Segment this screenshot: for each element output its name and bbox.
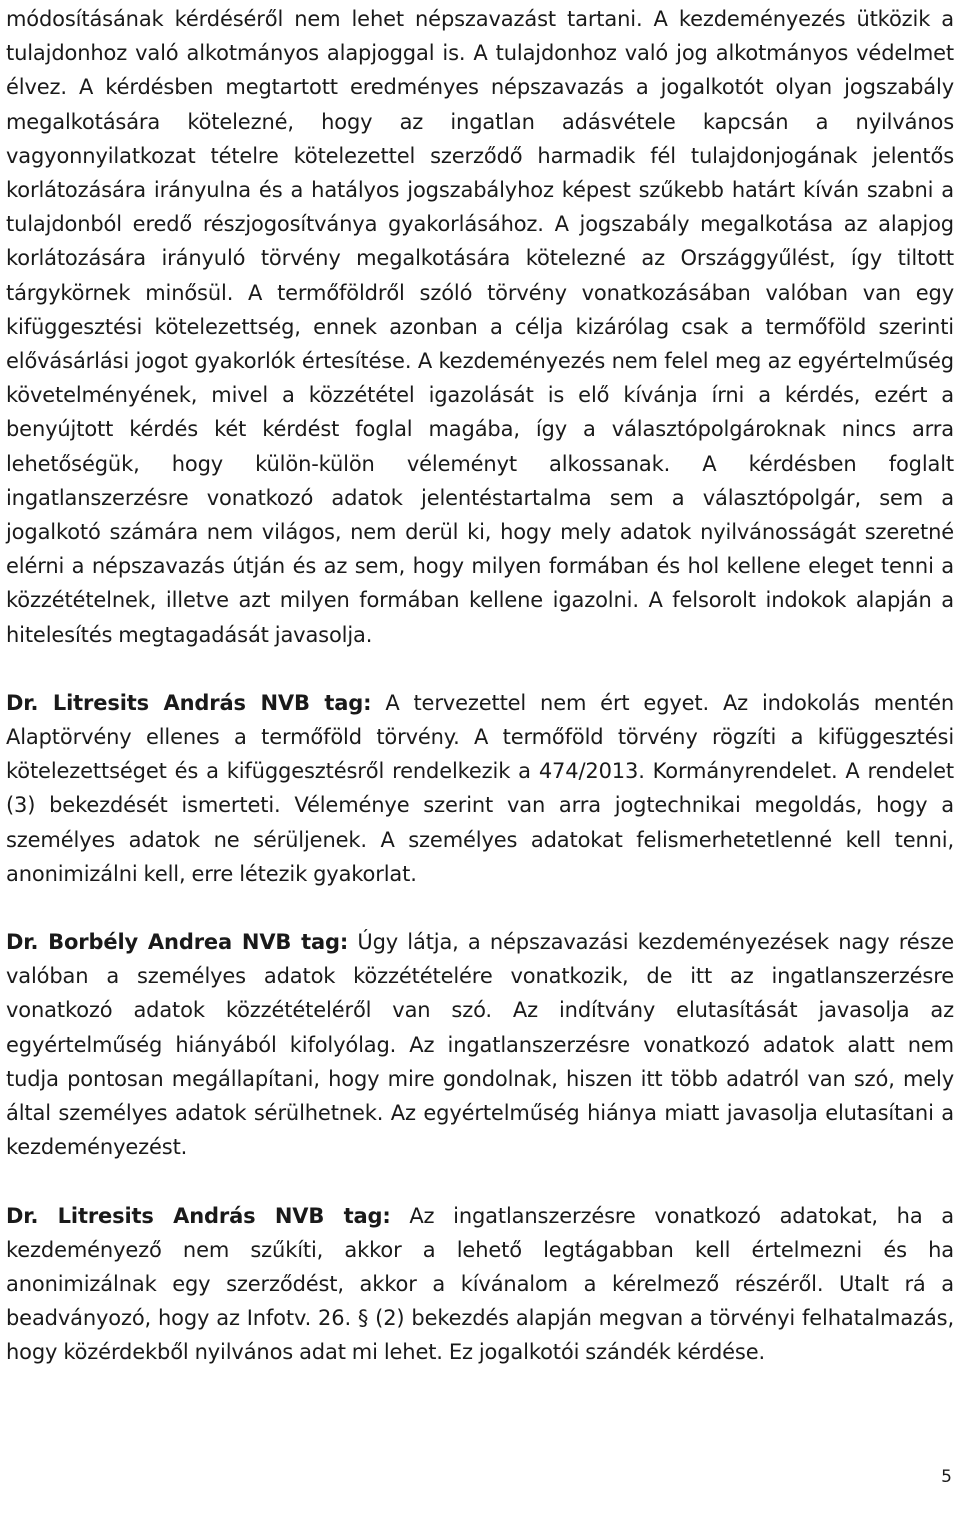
paragraph-1 [6, 2, 954, 652]
page-number: 5 [941, 1467, 952, 1487]
paragraph-4 [6, 1199, 954, 1370]
paragraph-3 [6, 925, 954, 1164]
document-page [6, 0, 954, 1370]
paragraph-2-speaker: Dr. Litresits András NVB tag: [6, 690, 372, 715]
paragraph-4-text: Az ingatlanszerzésre vonatkozó adatokat, ha a kezdeményező nem szűkíti, akkor a lehető legtágabban kell értelmezni és ha anonimizálnak egy szerződést, akkor a kívánalom a kérelmező részéről. Utalt rá a beadványozó, hogy az Infotv. 26. § (2) bekezdés alapján megvan a törvényi felhatalmazás, hogy közérdekből nyilvános adat mi lehet. Ez jogalkotói szándék kérdése. [6, 1203, 954, 1365]
paragraph-2-text: A tervezettel nem ért egyet. Az indokolás mentén Alaptörvény ellenes a termőföld törvény. A termőföld törvény rögzíti a kifüggesztési kötelezettséget és a kifüggesztésről rendelkezik a 474/2013. Kormányrendelet. A rendelet (3) bekezdését ismerteti. Véleménye szerint van arra jogtechnikai megoldás, hogy a személyes adatok ne sérüljenek. A személyes adatokat felismerhetetlenné kell tenni, anonimizálni kell, erre létezik gyakorlat. [6, 690, 955, 886]
paragraph-3-speaker: Dr. Borbély Andrea NVB tag: [6, 930, 349, 955]
paragraph-3-text: Úgy látja, a népszavazási kezdeményezések nagy része valóban a személyes adatok közzétételére vonatkozik, de itt az ingatlanszerzésre vonatkozó adatok közzétételéről van szó. Az indítvány elutasítását javasolja az egyértelműség hiányából kifolyólag. Az ingatlanszerzésre vonatkozó adatok alatt nem tudja pontosan megállapítani, hogy mire gondolnak, hiszen itt több adatról van szó, mely által személyes adatok sérülhetnek. Az egyértelműség hiánya miatt javasolja elutasítani a kezdeményezést. [6, 930, 954, 1160]
paragraph-2 [6, 686, 954, 891]
paragraph-4-speaker: Dr. Litresits András NVB tag: [6, 1203, 391, 1228]
paragraph-1-text: módosításának kérdéséről nem lehet népszavazást tartani. A kezdeményezés ütközik a tulajdonhoz való alkotmányos alapjoggal is. A tulajdonhoz való jog alkotmányos védelmet élvez. A kérdésben megtartott eredményes népszavazás a jogalkotót olyan jogszabály megalkotására kötelezné, hogy az ingatlan adásvétele kapcsán a nyilvános vagyonnyilatkozat tételre kötelezettel szerződő harmadik fél tulajdonjogának jelentős korlátozására irányulna és a hatályos jogszabályhoz képest szűkebb határt kíván szabni a tulajdonból eredő részjogosítványa gyakorlásához. A jogszabály megalkotása az alapjog korlátozására irányuló törvény megalkotására kötelezné az Országgyűlést, így tiltott tárgykörnek minősül. A termőföldről szóló törvény vonatkozásában valóban van egy kifüggesztési kötelezettség, ennek azonban a célja kizárólag csak a termőföld szerinti elővásárlási jogot gyakorlók értesítése. A kezdeményezés nem felel meg az egyértelműség követelményének, mivel a közzététel igazolását is elő kívánja írni a kérdés, ezért a benyújtott kérdés két kérdést foglal magába, így a választópolgároknak nincs arra lehetőségük, hogy külön-külön véleményt alkossanak. A kérdésben foglalt ingatlanszerzésre vonatkozó adatok jelentéstartalma sem a választópolgár, sem a jogalkotó számára nem világos, nem derül ki, hogy mely adatok nyilvánosságát szeretné elérni a népszavazás útján és az sem, hogy milyen formában és hol kellene eleget tenni a közzétételnek, illetve azt milyen formában kellene igazolni. A felsorolt indokok alapján a hitelesítés megtagadását javasolja. [6, 7, 954, 647]
